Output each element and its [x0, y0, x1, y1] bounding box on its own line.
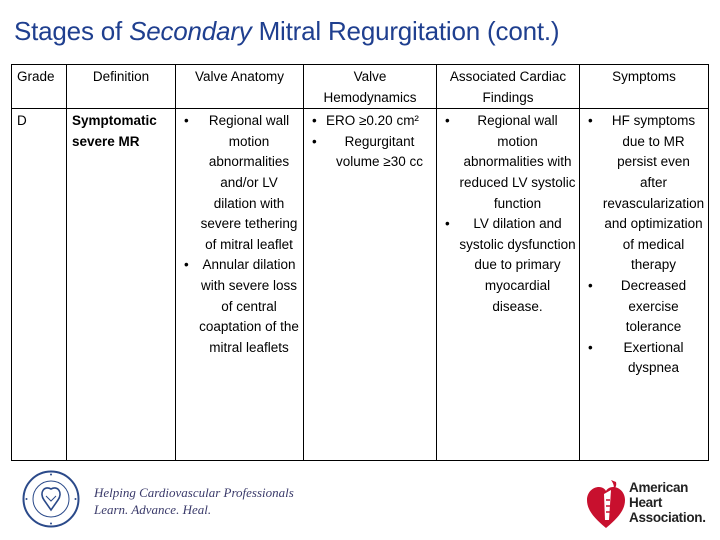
header-valve-anatomy: Valve Anatomy: [176, 65, 304, 109]
cell-valve-hemodynamics: [304, 109, 437, 461]
aha-heart-torch-logo: [584, 476, 628, 532]
cell-symptoms: [580, 109, 709, 461]
cell-cardiac-findings: [437, 109, 580, 461]
list-item: • Regional wall motion abnormalities and/or LV dilation with severe tethering of mitral leaflet: [181, 111, 300, 255]
aha-branding: [584, 476, 716, 532]
header-grade: Grade: [12, 65, 67, 109]
symptoms-list: [585, 111, 705, 379]
title-prefix: Stages of: [14, 16, 130, 46]
list-item: • Regional wall motion abnormalities with reduced LV systolic function: [442, 111, 576, 214]
list-item: • Decreased exercise tolerance: [585, 276, 705, 338]
slide-title: [14, 16, 714, 47]
valve-anatomy-list: [181, 111, 300, 358]
header-definition: Definition: [67, 65, 176, 109]
list-item: • ERO ≥0.20 cm²: [309, 111, 433, 132]
aha-line-3: Association.: [629, 510, 706, 525]
tagline-line-1: Helping Cardiovascular Professionals: [94, 485, 294, 500]
acc-seal-logo: [22, 470, 80, 528]
header-cardiac-findings: Associated Cardiac Findings: [437, 65, 580, 109]
tagline-line-2: Learn. Advance. Heal.: [94, 502, 212, 517]
header-symptoms: Symptoms: [580, 65, 709, 109]
title-suffix: Mitral Regurgitation (cont.): [251, 16, 560, 46]
title-emphasis: Secondary: [129, 16, 252, 46]
valve-hemodynamics-list: [309, 111, 433, 173]
cell-valve-anatomy: [176, 109, 304, 461]
table-row: [12, 109, 709, 461]
aha-line-2: Heart: [629, 495, 663, 510]
cell-grade: D: [12, 109, 67, 461]
list-item: • LV dilation and systolic dysfunction due to primary myocardial disease.: [442, 214, 576, 317]
cell-definition: Symptomatic severe MR: [67, 109, 176, 461]
aha-line-1: American: [629, 480, 689, 495]
header-valve-hemodynamics: Valve Hemodynamics: [304, 65, 437, 109]
table-header-row: [12, 65, 709, 109]
mr-stages-table: [11, 64, 709, 461]
cardiac-findings-list: [442, 111, 576, 317]
list-item: • Exertional dyspnea: [585, 338, 705, 379]
acc-branding: [22, 470, 292, 530]
aha-wordmark: [629, 480, 706, 525]
list-item: • Regurgitant volume ≥30 cc: [309, 132, 433, 173]
list-item: • Annular dilation with severe loss of central coaptation of the mitral leaflets: [181, 255, 300, 358]
list-item: • HF symptoms due to MR persist even after revascularization and optimization of medical therapy: [585, 111, 705, 276]
acc-tagline: [94, 484, 294, 518]
